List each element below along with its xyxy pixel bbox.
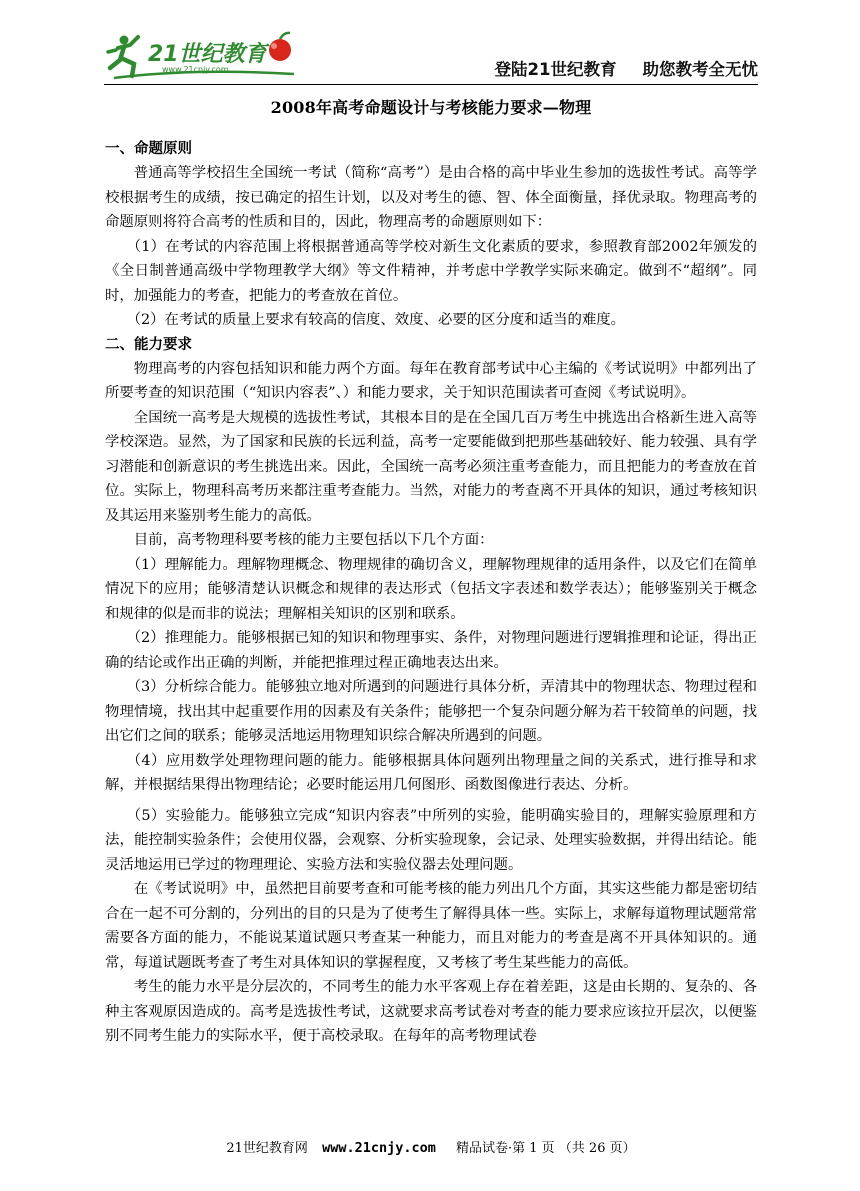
document-body [105, 137, 757, 1049]
footer-site-name: 21世纪教育网 [226, 1141, 308, 1156]
logo-url-text: www.21cnjy.com [162, 65, 229, 74]
slogan-left: 登陆21世纪教育 [494, 60, 617, 79]
paragraph: （5）实验能力。能够独立完成“知识内容表”中所列的实验，能明确实验目的，理解实验原理和方法，能控制实验条件；会使用仪器，会观察、分析实验现象，会记录、处理实验数据，并得出结论。能灵活地运用已学过的物理理论、实验方法和实验仪器去处理问题。 [105, 807, 757, 873]
page-footer [104, 1137, 758, 1156]
document-title: 2008年高考命题设计与考核能力要求—物理 [270, 98, 592, 117]
logo-text: 21世纪教育 [148, 42, 267, 67]
paragraph: 在《考试说明》中，虽然把目前要考查和可能考核的能力列出几个方面，其实这些能力都是密切结合在一起不可分割的，分列出的目的只是为了使考生了解得具体一些。实际上，求解每道物理试题常常需要各方面的能力，不能说某道试题只考查某一种能力，而且对能力的考查是离不开具体知识的。通常，每道试题既考查了考生对具体知识的掌握程度，又考核了考生某些能力的高低。 [105, 881, 757, 971]
paragraph: （1）理解能力。理解物理概念、物理规律的确切含义，理解物理规律的适用条件，以及它们在简单情况下的应用；能够清楚认识概念和规律的表达形式（包括文字表述和数学表达）；能够鉴别关于概念和规律的似是而非的说法；理解相关知识的区别和联系。 [105, 556, 757, 622]
paragraph: （4）应用数学处理物理问题的能力。能够根据具体问题列出物理量之间的关系式，进行推导和求解，并根据结果得出物理结论；必要时能运用几何图形、函数图像进行表达、分析。 [105, 752, 757, 793]
paragraph: （1）在考试的内容范围上将根据普通高等学校对新生文化素质的要求，参照教育部2002年颁发的《全日制普通高级中学物理教学大纲》等文件精神，并考虑中学教学实际来确定。做到不“超纲”。同时，加强能力的考查，把能力的考查放在首位。 [105, 238, 757, 304]
page-header [104, 28, 758, 84]
paragraph: 全国统一高考是大规模的选拔性考试，其根本目的是在全国几百万考生中挑选出合格新生进入高等学校深造。显然，为了国家和民族的长远利益，高考一定要能做到把那些基础较好、能力较强、具有学习潜能和创新意识的考生挑选出来。因此，全国统一高考必须注重考查能力，而且把能力的考查放在首位。实际上，物理科高考历来都注重考查能力。当然，对能力的考查离不开具体的知识，通过考核知识及其运用来鉴别考生能力的高低。 [105, 409, 757, 524]
paragraph: 目前，高考物理科要考核的能力主要包括以下几个方面： [133, 532, 494, 548]
paragraph: 考生的能力水平是分层次的，不同考生的能力水平客观上存在着差距，这是由长期的、复杂的、各种主客观原因造成的。高考是选拔性考试，这就要求高考试卷对考查的能力要求应该拉开层次，以便鉴别不同考生能力的实际水平，便于高校录取。在每年的高考物理试卷 [105, 979, 757, 1044]
paragraph: （2）推理能力。能够根据已知的知识和物理事实、条件，对物理问题进行逻辑推理和论证，得出正确的结论或作出正确的判断，并能把推理过程正确地表达出来。 [105, 630, 757, 671]
header-slogan [495, 56, 758, 80]
footer-url-link[interactable]: www.21cnjy.com [322, 1140, 436, 1156]
paragraph: （2）在考试的质量上要求有较高的信度、效度、必要的区分度和适当的难度。 [126, 312, 626, 328]
paragraph: 物理高考的内容包括知识和能力两个方面。每年在教育部考试中心主编的《考试说明》中都列出了所要考查的知识范围（“知识内容表”、）和能力要求，关于知识范围读者可查阅《考试说明》。 [105, 360, 757, 401]
paragraph: （3）分析综合能力。能够独立地对所遇到的问题进行具体分析，弄清其中的物理状态、物理过程和物理情境，找出其中起重要作用的因素及有关条件；能够把一个复杂问题分解为若干较简单的问题，找出它们之间的联系；能够灵活地运用物理知识综合解决所遇到的问题。 [105, 679, 757, 744]
paragraph: 普通高等学校招生全国统一考试（简称“高考”）是由合格的高中毕业生参加的选拔性考试。高等学校根据考生的成绩，按已确定的招生计划，以及对考生的德、智、体全面衡量，择优录取。物理高考的命题原则将符合高考的性质和目的，因此，物理高考的命题原则如下： [105, 165, 757, 230]
header-divider [104, 84, 758, 85]
slogan-right: 助您教考全无忧 [642, 60, 758, 79]
section-heading: 二、能力要求 [105, 336, 192, 353]
footer-page-label: 精品试卷·第 1 页 （共 26 页） [456, 1141, 636, 1156]
apple-icon [269, 33, 291, 61]
running-figure-icon [108, 36, 138, 77]
site-logo [104, 28, 304, 84]
section-heading: 一、命题原则 [105, 141, 192, 157]
